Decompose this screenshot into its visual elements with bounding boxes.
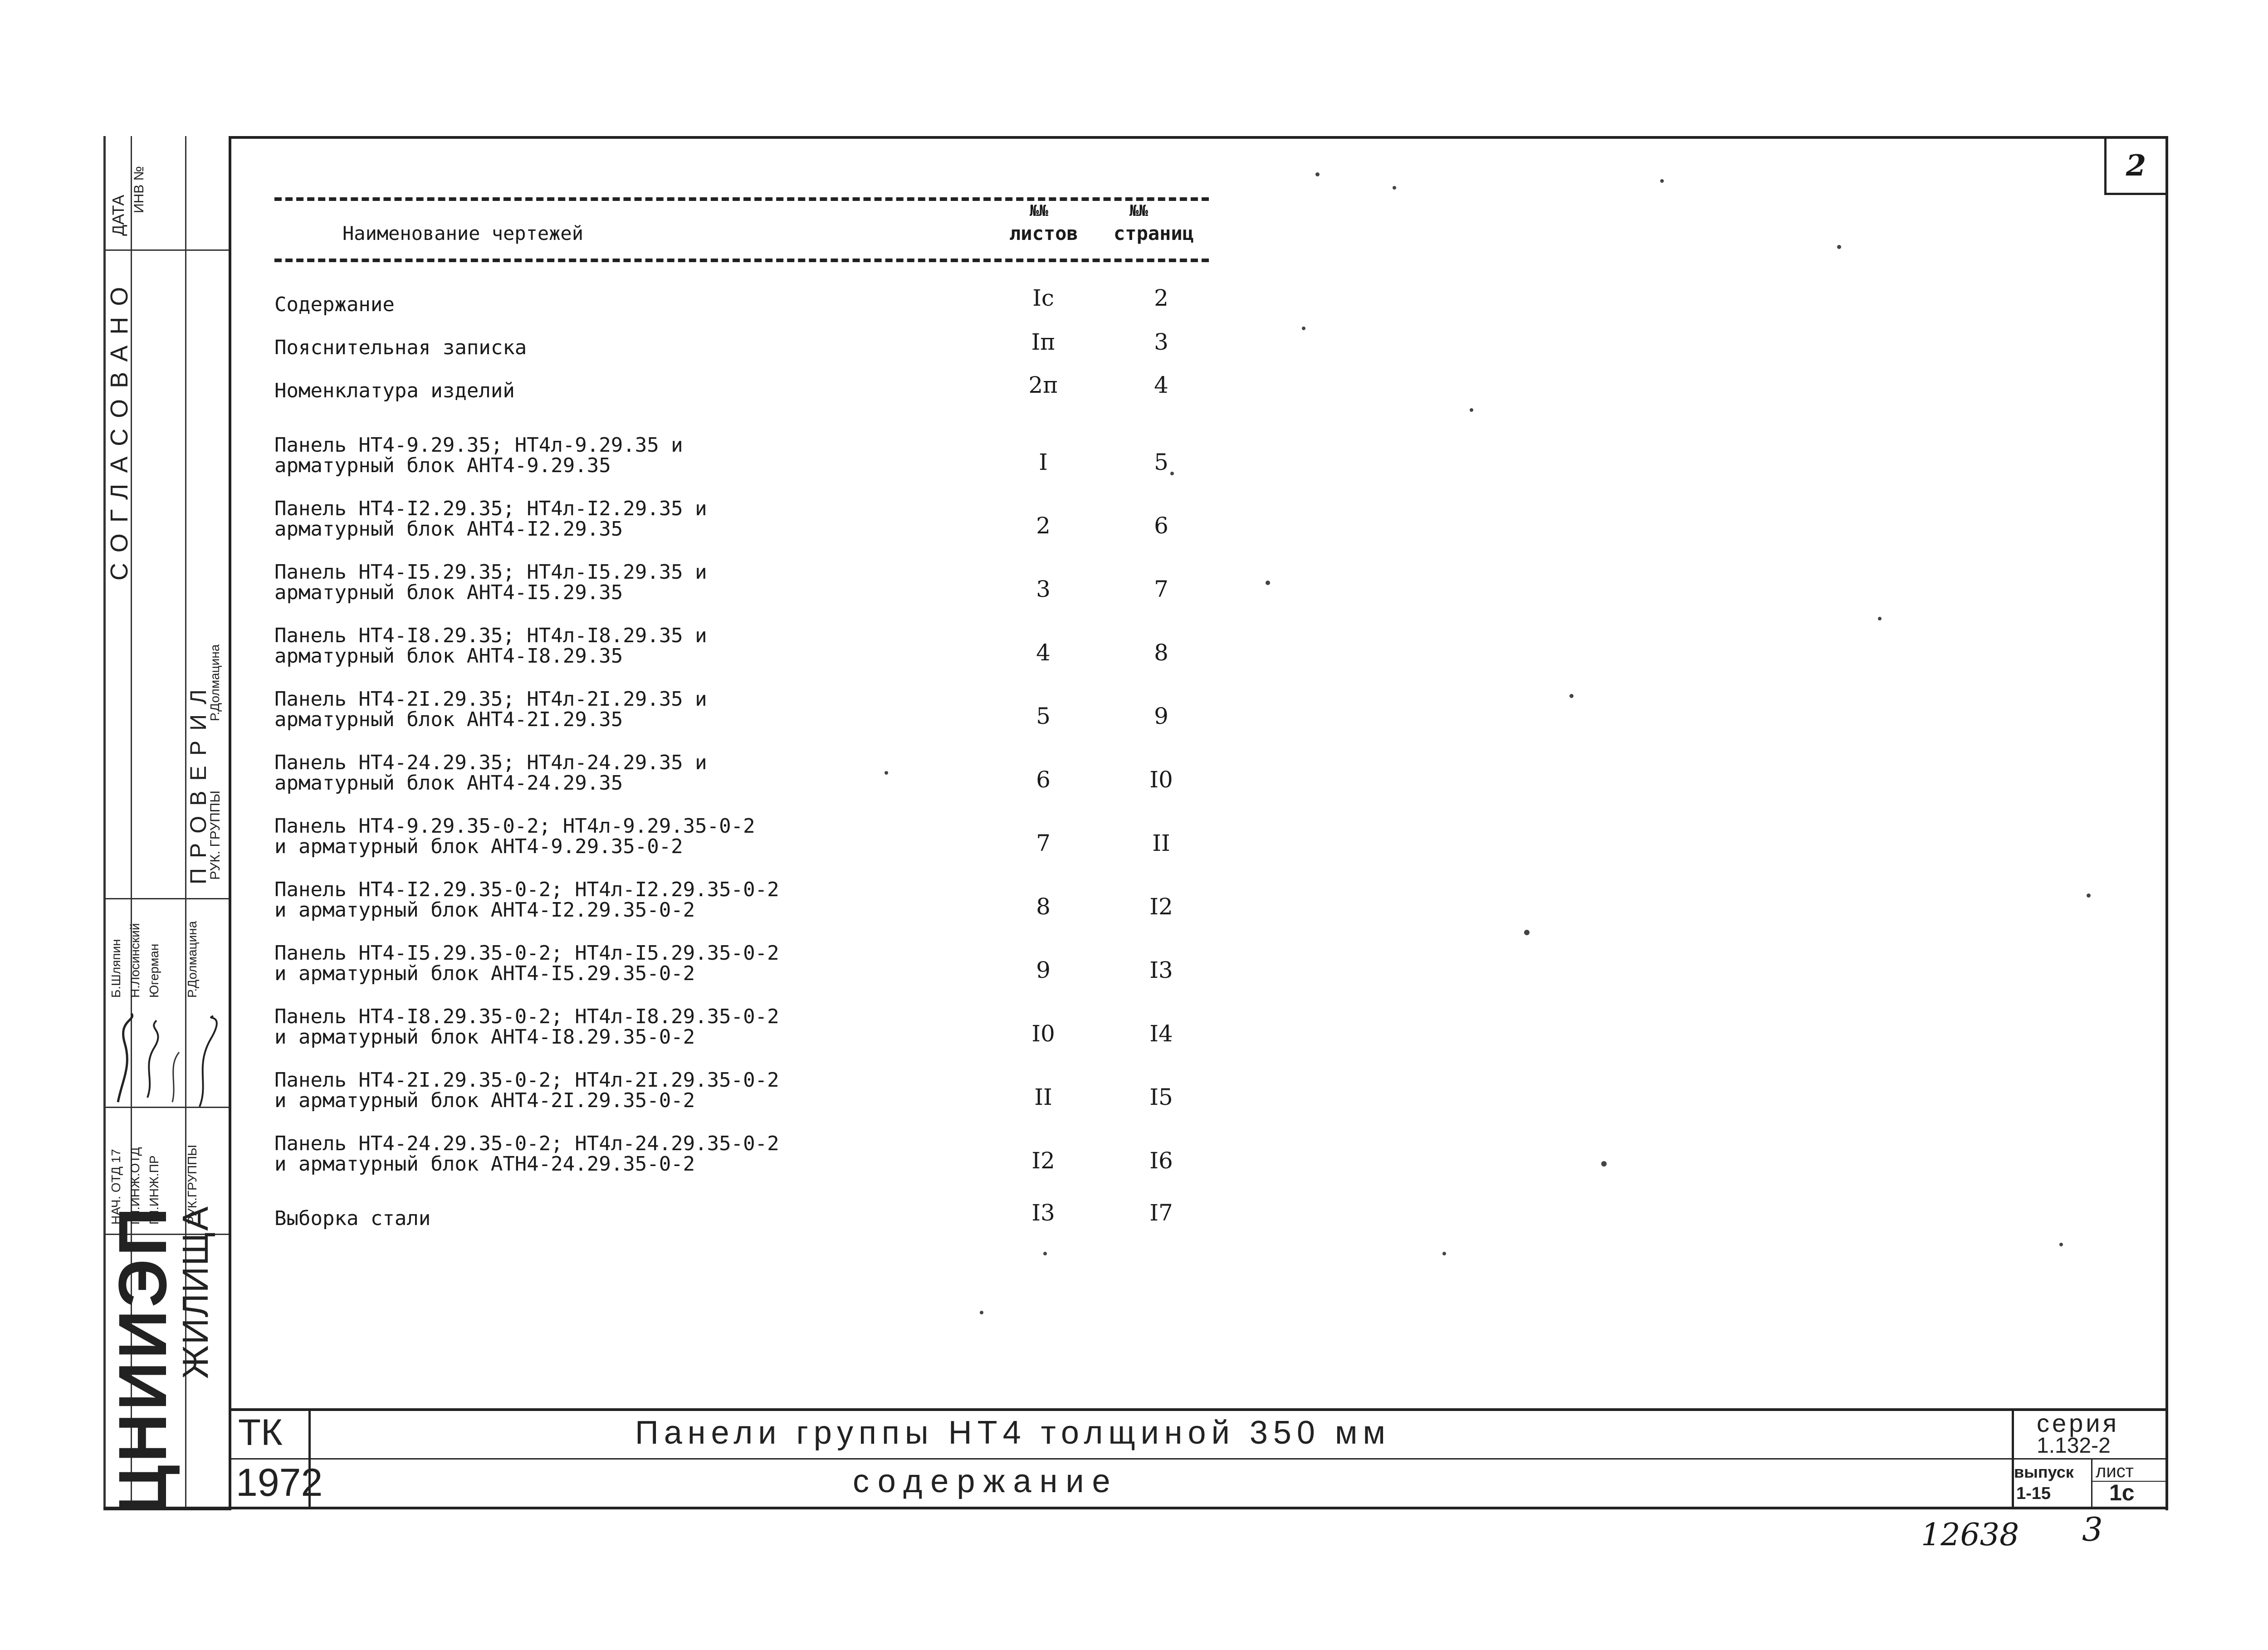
row-sheet: 8 [1036,893,1051,920]
row-name-line1: Пояснительная записка [274,336,527,359]
row-sheet: Iп [1031,329,1056,355]
row-sheet: 7 [1036,830,1051,856]
row-name-line1: Панель НТ4-9.29.35-0-2; НТ4л-9.29.35-0-2 [274,815,755,838]
archive-number: 12638 [1921,1517,2019,1553]
row-name-line1: Номенклатура изделий [274,379,515,402]
row-name-line2: арматурный блок АНТ4-I5.29.35 [274,581,623,604]
row-sheet: 2 [1036,513,1051,539]
row-sheet: I0 [1031,1020,1055,1047]
margin-name-3: Югерман [147,943,161,998]
row-name-line2: арматурный блок АНТ4-2I.29.35 [274,708,623,731]
row-name-line2: арматурный блок АНТ4-I8.29.35 [274,644,623,668]
header-sheets-col: листов [1009,222,1078,244]
row-name-line2: и арматурный блок АНТ4-I8.29.35-0-2 [274,1025,695,1049]
header-name-col: Наименование чертежей [342,222,584,244]
signatures-scribble [104,1011,231,1111]
margin-position-label: Р.Долмацина [208,644,222,721]
row-name-line2: и арматурный блок АТН4-24.29.35-0-2 [274,1152,695,1176]
row-sheet: 9 [1036,957,1051,983]
margin-role-1: НАЧ. ОТД 17 [109,1149,123,1225]
row-name-line1: Панель НТ4-2I.29.35-0-2; НТ4л-2I.29.35-0-2 [274,1069,779,1092]
margin-date-label: ДАТА [109,195,127,236]
row-page: I2 [1149,893,1173,920]
row-sheet: 6 [1036,766,1051,793]
margin-group-head: РУК. ГРУППЫ [208,791,223,880]
row-page: 3 [1154,329,1168,355]
issue-label: выпуск [2014,1463,2074,1481]
row-name-line1: Выборка стали [274,1207,431,1230]
row-sheet: Iс [1032,285,1054,311]
row-name-line1: Панель НТ4-I8.29.35-0-2; НТ4л-I8.29.35-0-2 [274,1005,779,1028]
row-sheet: I [1039,449,1048,475]
header-pages-col: страниц [1114,222,1194,244]
header-top-rule [274,197,1209,201]
row-name-line1: Панель НТ4-24.29.35-0-2; НТ4л-24.29.35-0-2 [274,1132,779,1155]
row-name-line1: Панель НТ4-I2.29.35-0-2; НТ4л-I2.29.35-0-2 [274,878,779,901]
margin-agreed-label: СОГЛАСОВАНО [106,276,133,581]
title-block-year: 1972 [236,1461,323,1504]
header-pages-no: №№ [1129,202,1148,220]
title-block-title: Панели группы НТ4 толщиной 350 мм [635,1415,1391,1451]
row-name-line2: и арматурный блок АНТ4-9.29.35-0-2 [274,835,683,858]
margin-role-2: ГЛ.ИНЖ.ОТД [128,1147,142,1225]
sheet-number: 2 [2126,148,2146,183]
margin-name-4: Р.Долмацина [185,921,199,998]
row-name-line1: Панель НТ4-9.29.35; НТ4л-9.29.35 и [274,434,683,457]
margin-role-3: ГЛ.ИНЖ.ПР [147,1155,161,1225]
row-page: I4 [1149,1020,1173,1047]
row-name-line2: арматурный блок АНТ4-9.29.35 [274,454,611,477]
row-sheet: 3 [1036,576,1051,602]
row-sheet: I3 [1031,1200,1055,1226]
row-page: I5 [1149,1084,1173,1110]
series-label: серия [2037,1409,2119,1437]
row-name-line1: Панель НТ4-2I.29.35; НТ4л-2I.29.35 и [274,688,707,711]
title-block-code: ТК [238,1412,283,1453]
row-page: 6 [1154,513,1168,539]
margin-checked-label: ПРОВЕРИЛ [186,679,211,884]
header-sheets-no: №№ [1030,202,1048,220]
row-name-line1: Содержание [274,293,395,316]
org-logo-sub: ЖИЛИЩА [175,1206,215,1379]
row-name-line1: Панель НТ4-I5.29.35-0-2; НТ4л-I5.29.35-0-2 [274,942,779,965]
row-name-line2: арматурный блок АНТ4-I2.29.35 [274,517,623,541]
row-page: II [1152,830,1170,856]
row-page: 4 [1154,372,1168,398]
row-page: I3 [1149,957,1173,983]
row-page: I7 [1149,1200,1173,1226]
sheet-value: 1с [2109,1480,2135,1505]
row-name-line1: Панель НТ4-I8.29.35; НТ4л-I8.29.35 и [274,624,707,647]
sheet-label: лист [2096,1461,2134,1481]
row-name-line1: Панель НТ4-I2.29.35; НТ4л-I2.29.35 и [274,497,707,520]
page-number: 3 [2082,1510,2103,1548]
margin-role-4: РУК.ГРУППЫ [185,1145,199,1225]
row-sheet: 5 [1036,703,1051,729]
margin-name-2: Н.Лосинский [128,923,142,998]
row-name-line2: арматурный блок АНТ4-24.29.35 [274,771,623,795]
margin-inv-label: ИНВ № [132,166,147,213]
row-page: 8 [1154,639,1168,666]
row-name-line2: и арматурный блок АНТ4-2I.29.35-0-2 [274,1089,695,1112]
issue-value: 1-15 [2016,1484,2051,1503]
row-page: I6 [1149,1147,1173,1174]
org-logo: ЦНИИЭП [104,1204,181,1515]
row-name-line1: Панель НТ4-24.29.35; НТ4л-24.29.35 и [274,751,707,774]
row-sheet: 2п [1028,372,1058,398]
row-name-line2: и арматурный блок АНТ4-I2.29.35-0-2 [274,898,695,922]
header-bottom-rule [274,259,1209,262]
row-page: I0 [1149,766,1173,793]
row-page: 7 [1154,576,1168,602]
row-name-line1: Панель НТ4-I5.29.35; НТ4л-I5.29.35 и [274,561,707,584]
row-sheet: I2 [1031,1147,1055,1174]
row-page: 2 [1154,285,1168,311]
row-name-line2: и арматурный блок АНТ4-I5.29.35-0-2 [274,962,695,985]
title-block-subtitle: содержание [853,1463,1119,1499]
sheet-number-badge [2104,136,2168,195]
series-value: 1.132-2 [2037,1434,2111,1458]
row-page: 5 [1154,449,1168,475]
row-sheet: 4 [1036,639,1051,666]
margin-name-1: Б.Шляпин [109,939,123,998]
row-page: 9 [1154,703,1168,729]
row-sheet: II [1034,1084,1052,1110]
